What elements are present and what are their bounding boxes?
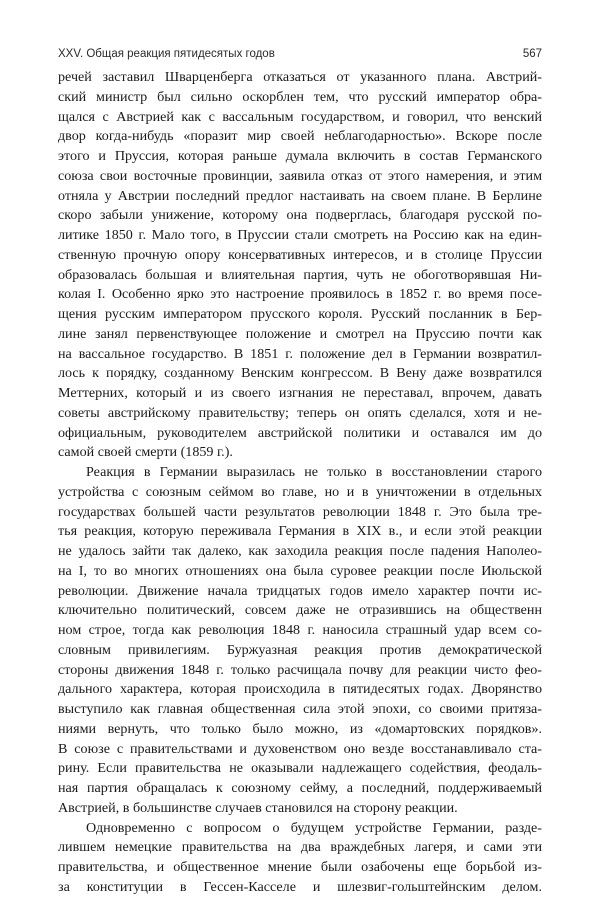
text-line: союза свои восточные провинции, заявила отказ от этого намерения, и этим [58, 167, 542, 184]
text-line: В союзе с правительствами и духовенством оно везде восстанавливало ста- [58, 740, 542, 757]
text-line: дального характера, которая происходила в пятидесятых годах. Дворянство [58, 681, 542, 698]
text-line: отняла у Австрии последний предлог настаивать на своем плане. В Берлине [58, 187, 542, 204]
text-line: лось к порядку, созданному Венским конгрессом. В Вену даже возвратился [58, 365, 542, 382]
text-line: лившем немецкие правительства на два враждебных лагеря, и сами эти [58, 839, 542, 856]
text-line: ниями вернуть, что только было можно, из «домартовских порядков». [58, 720, 542, 737]
text-line: выступило как главная общественная сила этой эпохи, со своими притяза- [58, 701, 542, 717]
text-line: советы австрийскому правительству; теперь он опять сделался, хотя и не- [58, 404, 542, 421]
text-line: щался с Австрией как с вассальным государством, и говорил, что венский [58, 108, 542, 125]
running-head [58, 48, 542, 60]
text-line: официальным, руководителем австрийской политики и оставался им до [58, 424, 542, 441]
page-number: 567 [522, 48, 542, 60]
paragraph [58, 819, 542, 898]
text-line: Меттерних, который и из своего изгнания не переставал, впрочем, давать [58, 385, 542, 401]
text-line: словным привилегиям. Буржуазная реакция против демократической [58, 641, 542, 658]
text-line: литике 1850 г. Мало того, в Пруссии стали смотреть на Россию как на един- [58, 227, 542, 243]
chapter-title: XXV. Общая реакция пятидесятых годов [58, 48, 275, 60]
paragraph [58, 68, 542, 463]
text-line: щения русским императором прусского короля. Русский посланник в Бер- [58, 306, 542, 322]
text-line: устройства с союзным сеймом во главе, но и в уничтожении в отдельных [58, 483, 542, 500]
text-line: на I, то во многих отношениях она была суровее реакции после Июльской [58, 562, 542, 579]
text-line: на вассальное государство. В 1851 г. положение дел в Германии возвратил- [58, 345, 542, 362]
text-line: самой своей смерти (1859 г.). [58, 444, 233, 461]
text-line: государствах большей части результатов революции 1848 г. Это была тре- [58, 503, 542, 520]
text-line: стороны движения 1848 г. только расчищала почву для реакции чисто фео- [58, 661, 542, 678]
text-line: революции. Движение начала тридцатых годов имело характер почти ис- [58, 582, 542, 599]
text-line: ский министр был сильно оскорблен тем, что русский император обра- [58, 88, 542, 105]
body-text [58, 68, 542, 898]
text-line: ключительно политический, совсем даже не отразившись на общественн [58, 602, 542, 619]
text-line: рину. Если правительства не оказывали надлежащего содействия, феодаль- [58, 760, 542, 777]
text-line: ная партия обращалась к союзному сейму, а последний, поддерживаемый [58, 780, 542, 796]
text-line: речей заставил Шварценберга отказаться от указанного плана. Австрий- [58, 69, 542, 85]
book-page [58, 48, 542, 898]
text-line: ственную прочную опору консервативных интересов, и в столице Пруссии [58, 246, 542, 263]
text-line: лине занял первенствующее положение и смотрел на Пруссию почти как [58, 325, 542, 342]
text-line: двор когда-нибудь «поразит мир своей неблагодарностью». Вскоре после [58, 128, 542, 145]
text-line: не удалось зайти так далеко, как заходила реакция после падения Наполео- [58, 543, 542, 559]
text-line: правительства, и общественное мнение были озабочены еще борьбой из- [58, 859, 542, 875]
text-line: за конституции в Гессен-Касселе и шлезвиг-гольштейнским делом. [58, 878, 542, 895]
text-line: Австрией, в большинстве случаев становился на сторону реакции. [58, 799, 458, 816]
text-line: образовалась большая и влиятельная партия, чуть не обоготворявшая Ни- [58, 266, 542, 283]
paragraph [58, 463, 542, 819]
text-line: колая I. Особенно ярко это настроение проявилось в 1852 г. во время посе- [58, 286, 542, 303]
text-line: этого и Пруссия, которая раньше думала включить в состав Германского [58, 148, 542, 164]
text-line: тья реакция, которую переживала Германия в XIX в., и если этой реакции [58, 523, 542, 540]
text-line: ном строе, тогда как революция 1848 г. наносила страшный удар всем со- [58, 622, 542, 638]
text-line: Одновременно с вопросом о будущем устройстве Германии, разде- [86, 819, 542, 836]
text-line: скоро забыли унижение, которому она подверглась, благодаря русской по- [58, 207, 542, 224]
text-line: Реакция в Германии выразилась не только в восстановлении старого [86, 464, 542, 480]
